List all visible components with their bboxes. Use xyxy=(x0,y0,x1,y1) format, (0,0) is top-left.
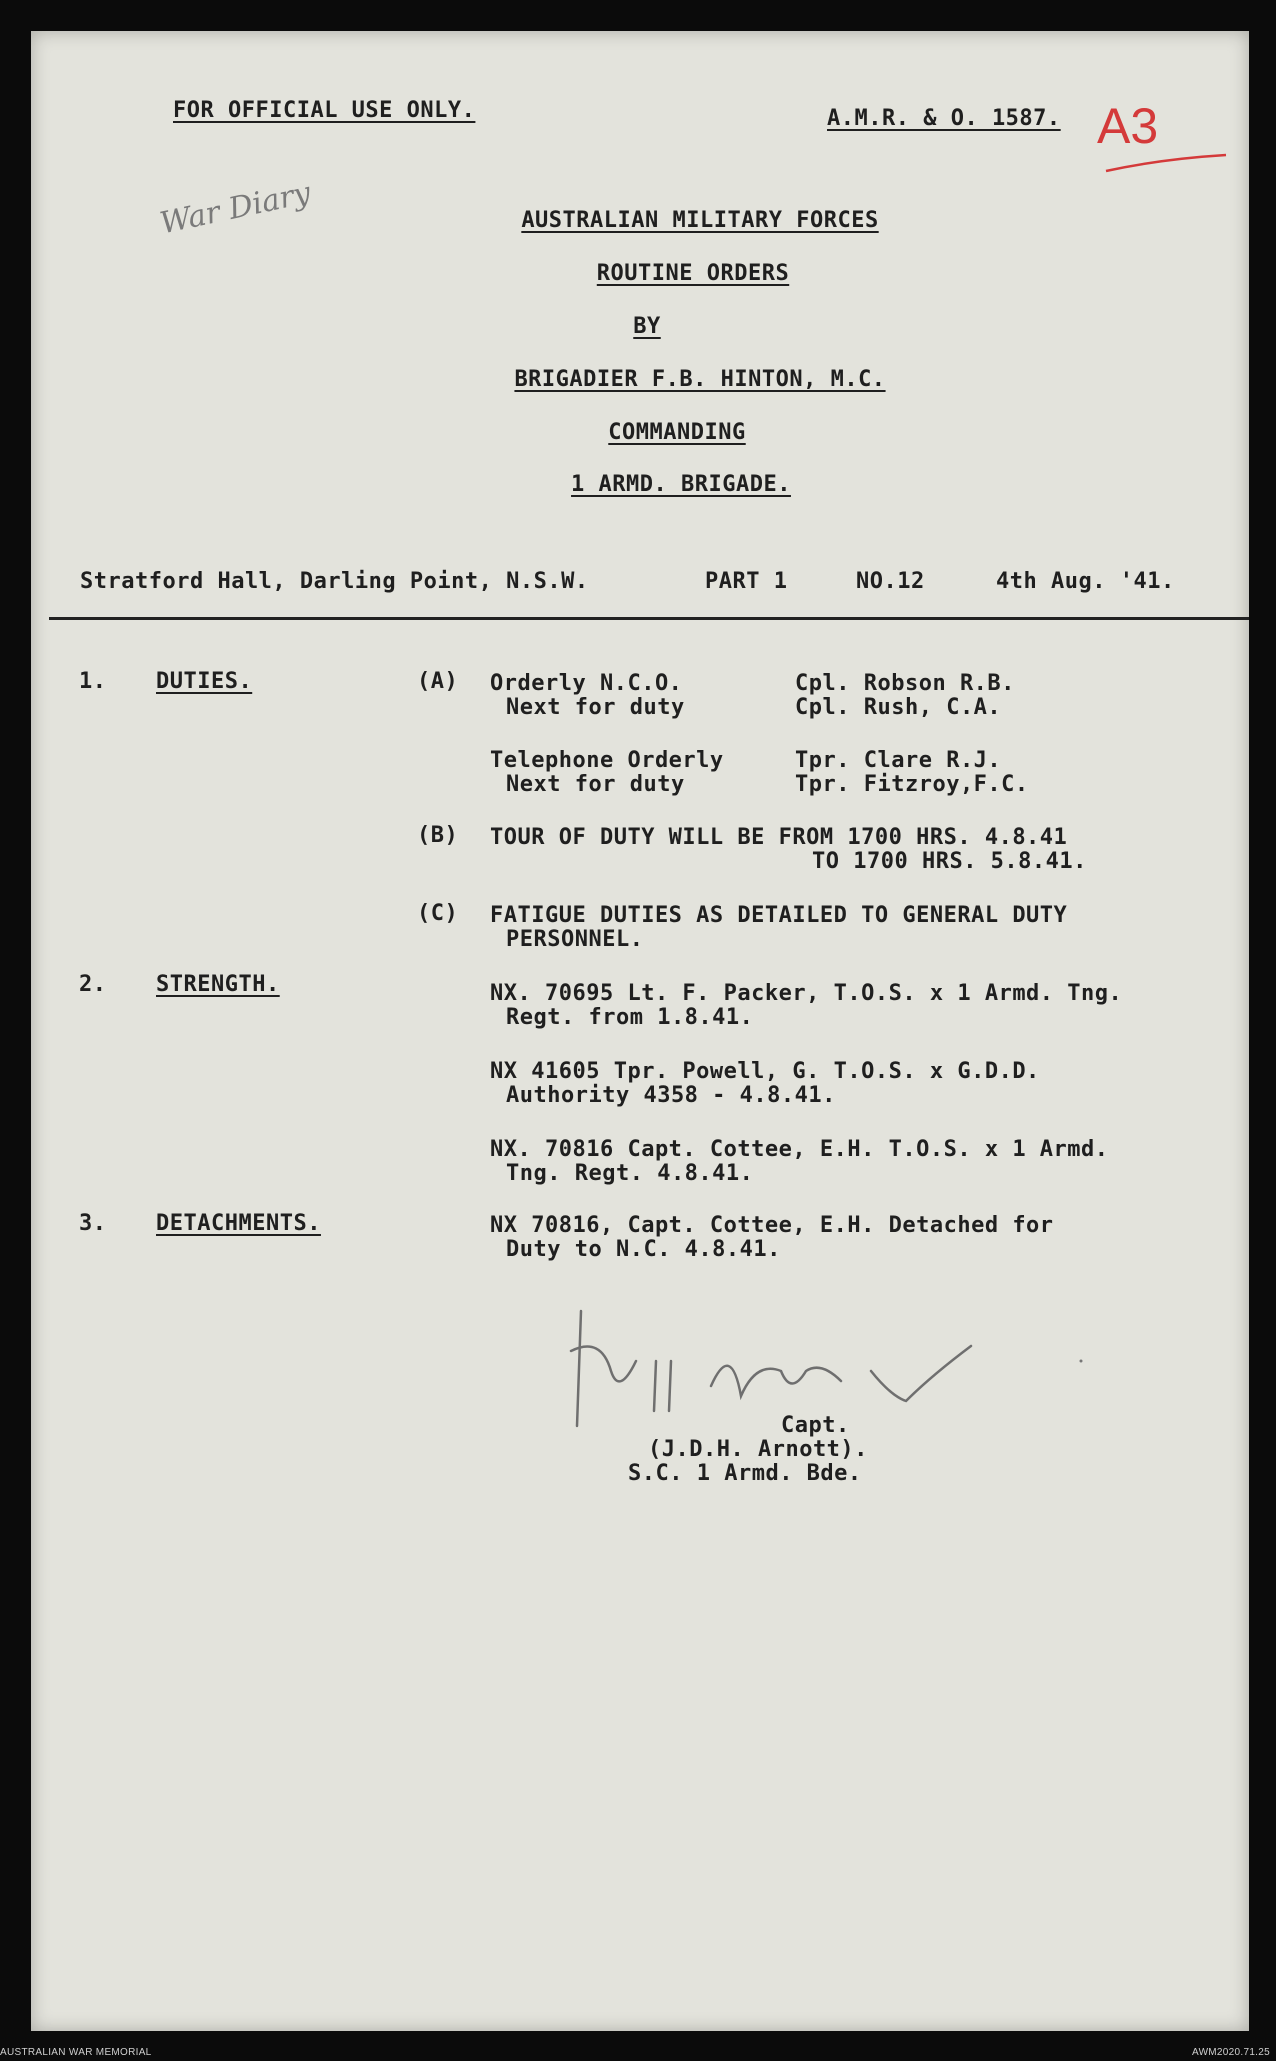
handwritten-note: War Diary xyxy=(157,175,314,242)
duties-person: Tpr. Fitzroy,F.C. xyxy=(795,772,1029,797)
duties-person: Cpl. Robson R.B. xyxy=(795,671,1015,696)
strength-number: 2. xyxy=(79,972,107,997)
duties-b-line: TO 1700 HRS. 5.8.41. xyxy=(812,849,1087,874)
title-line-3: BY xyxy=(633,314,661,339)
dateline-date: 4th Aug. '41. xyxy=(996,569,1175,594)
dateline-number: NO.12 xyxy=(856,569,925,594)
classification-marking: FOR OFFICIAL USE ONLY. xyxy=(173,98,476,123)
strength-entry-line: Tng. Regt. 4.8.41. xyxy=(506,1161,754,1186)
duties-role: Orderly N.C.O. xyxy=(490,671,683,696)
title-line-5: COMMANDING xyxy=(608,420,746,445)
header-divider xyxy=(49,617,1249,620)
signatory-rank: Capt. xyxy=(781,1413,850,1438)
duties-person: Tpr. Clare R.J. xyxy=(795,748,1002,773)
detachments-number: 3. xyxy=(79,1211,107,1236)
duties-role: Next for duty xyxy=(506,772,685,797)
duties-b-label: (B) xyxy=(417,823,459,848)
title-line-1: AUSTRALIAN MILITARY FORCES xyxy=(521,208,879,233)
detachments-heading: DETACHMENTS. xyxy=(156,1211,321,1236)
strength-entry-line: NX. 70695 Lt. F. Packer, T.O.S. x 1 Armd. Tng. xyxy=(490,981,1123,1006)
red-underline-mark xyxy=(1101,151,1231,181)
duties-role: Telephone Orderly xyxy=(490,748,724,773)
signatory-name: (J.D.H. Arnott). xyxy=(648,1437,868,1462)
duties-c-label: (C) xyxy=(417,901,459,926)
footer-accession-number: AWM2020.71.25 xyxy=(1191,2047,1270,2058)
duties-c-line: PERSONNEL. xyxy=(506,927,644,952)
duties-b-line: TOUR OF DUTY WILL BE FROM 1700 HRS. 4.8.41 xyxy=(490,825,1068,850)
strength-heading: STRENGTH. xyxy=(156,972,280,997)
dateline-place: Stratford Hall, Darling Point, N.S.W. xyxy=(80,569,589,594)
duties-heading: DUTIES. xyxy=(156,669,253,694)
duties-number: 1. xyxy=(79,669,107,694)
detachments-line: NX 70816, Capt. Cottee, E.H. Detached for xyxy=(490,1213,1054,1238)
strength-entry-line: Authority 4358 - 4.8.41. xyxy=(506,1083,836,1108)
detachments-line: Duty to N.C. 4.8.41. xyxy=(506,1237,781,1262)
document-page xyxy=(31,31,1249,2031)
duties-person: Cpl. Rush, C.A. xyxy=(795,695,1002,720)
title-line-6: 1 ARMD. BRIGADE. xyxy=(571,472,791,497)
signatory-appointment: S.C. 1 Armd. Bde. xyxy=(628,1461,862,1486)
document-reference: A.M.R. & O. 1587. xyxy=(827,106,1061,131)
dateline-part: PART 1 xyxy=(705,569,788,594)
handwritten-reference: A3 xyxy=(1097,98,1159,154)
duties-c-line: FATIGUE DUTIES AS DETAILED TO GENERAL DUTY xyxy=(490,903,1068,928)
duties-a-label: (A) xyxy=(417,669,459,694)
title-line-2: ROUTINE ORDERS xyxy=(596,261,790,286)
strength-entry-line: NX 41605 Tpr. Powell, G. T.O.S. x G.D.D. xyxy=(490,1059,1040,1084)
duties-role: Next for duty xyxy=(506,695,685,720)
title-line-4: BRIGADIER F.B. HINTON, M.C. xyxy=(514,367,886,392)
strength-entry-line: NX. 70816 Capt. Cottee, E.H. T.O.S. x 1 Armd. xyxy=(490,1137,1109,1162)
strength-entry-line: Regt. from 1.8.41. xyxy=(506,1005,754,1030)
footer-institution: AUSTRALIAN WAR MEMORIAL xyxy=(0,2047,152,2058)
